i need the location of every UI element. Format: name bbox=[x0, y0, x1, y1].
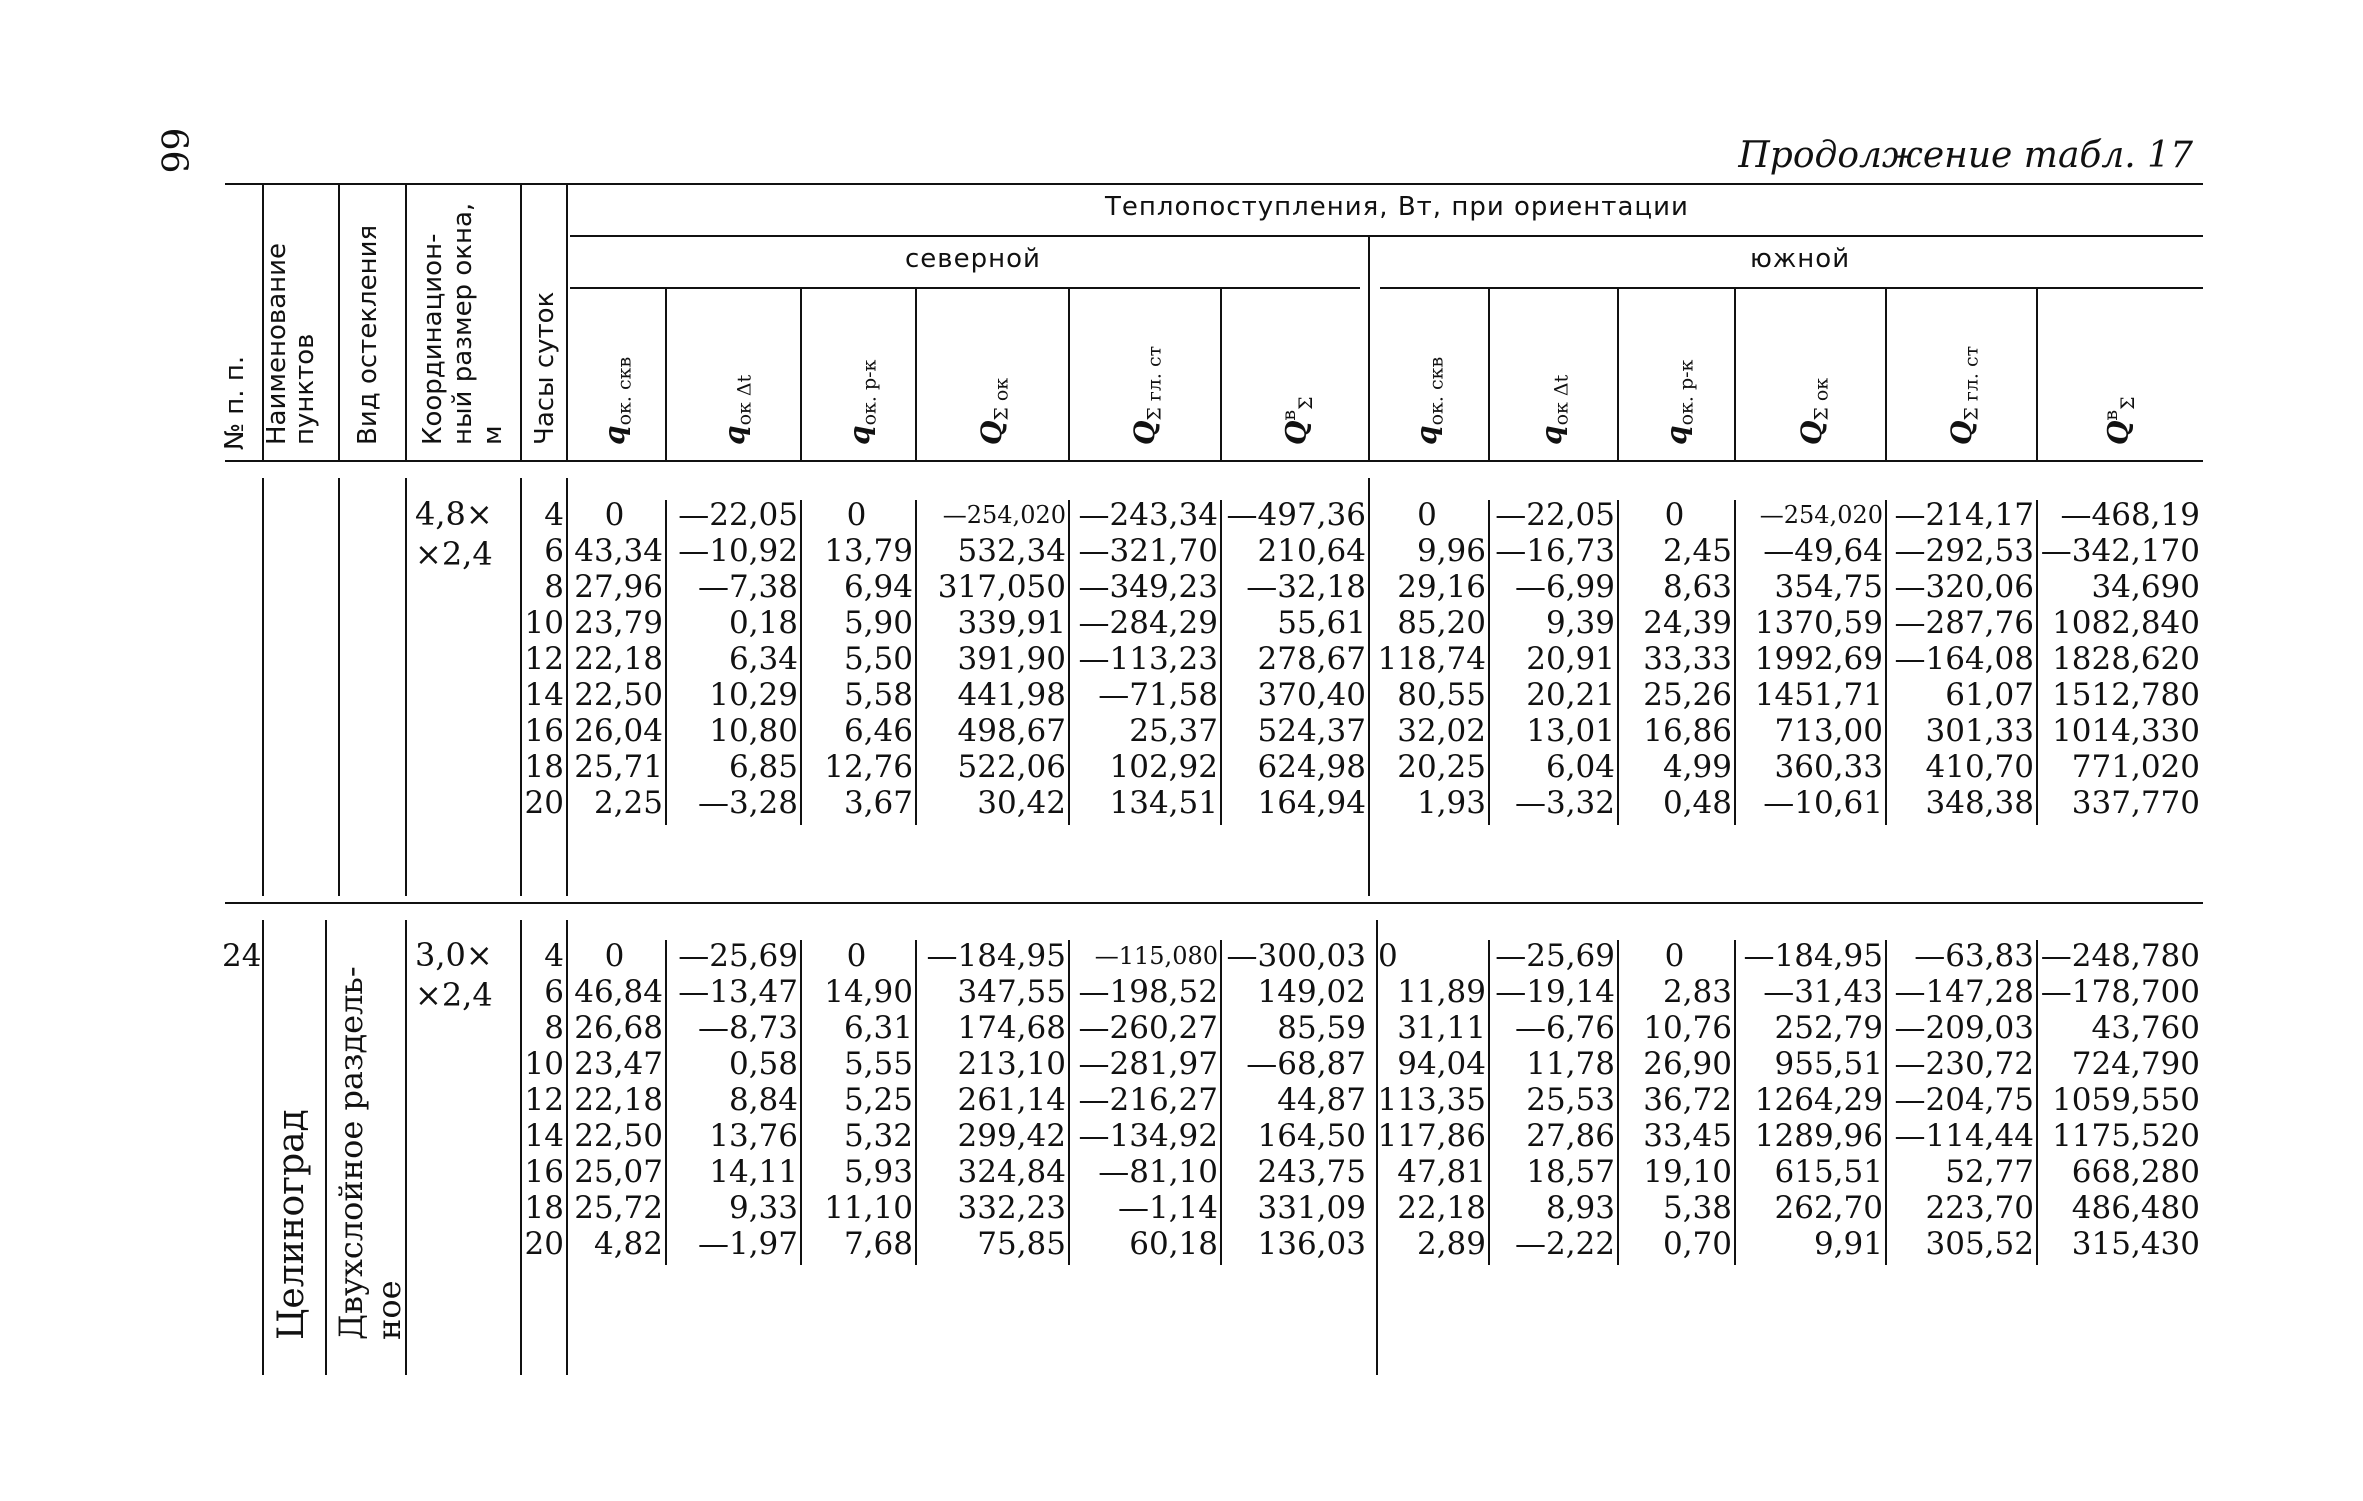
vrule bbox=[338, 183, 340, 460]
north-q-ok-rk-header: $q_{ок. р-к}$ bbox=[843, 359, 881, 445]
vrule bbox=[325, 920, 327, 1375]
page-number: 66 bbox=[152, 127, 194, 174]
block-separator-rule bbox=[225, 902, 2203, 904]
south-q-ok-dt-header: $q_{ок \Delta t}$ bbox=[1535, 374, 1573, 445]
block1-south-q-ok-skv: 0 9,96 29,16 85,20 118,74 80,55 32,02 20,25 1,93 bbox=[1377, 497, 1486, 821]
header-rule-south bbox=[1380, 287, 2203, 289]
block2-city-name: Целиноград bbox=[271, 1109, 312, 1340]
vrule bbox=[566, 183, 568, 460]
south-Q-sum-ok-header: $Q_{\Sigma ок}$ bbox=[1795, 377, 1833, 445]
south-q-ok-skv-header: $q_{ок. скв}$ bbox=[1410, 356, 1448, 445]
block1-south-Q-sum-ok: —254,020 —49,64 354,75 1370,59 1992,69 1451,71 713,00 360,33 —10,61 bbox=[1754, 501, 1883, 821]
north-q-ok-skv-header: $q_{ок. скв}$ bbox=[598, 356, 636, 445]
vrule bbox=[2036, 287, 2038, 460]
vrule bbox=[1734, 287, 1736, 460]
block2-north-Q-sum-v: —300,03 149,02 85,59 —68,87 44,87 164,50 243,75 331,09 136,03 bbox=[1226, 938, 1366, 1262]
vrule bbox=[915, 287, 917, 460]
south-q-ok-rk-header: $q_{ок. р-к}$ bbox=[1660, 359, 1698, 445]
block1-size: 4,8× ×2,4 bbox=[415, 495, 493, 573]
block2-north-Q-sum-ok: —184,95 347,55 174,68 213,10 261,14 299,42 324,84 332,23 75,85 bbox=[926, 938, 1066, 1262]
table-caption: Продолжение табл. 17 bbox=[1738, 135, 2193, 176]
block2-south-q-ok-dt: —25,69 —19,14 —6,76 11,78 25,53 27,86 18,57 8,93 —2,22 bbox=[1495, 938, 1615, 1262]
block2-south-q-ok-rk: 0 2,83 10,76 26,90 36,72 33,45 19,10 5,38 0,70 bbox=[1643, 938, 1732, 1262]
block2-north-q-ok-skv: 0 46,84 26,68 23,47 22,18 22,50 25,07 25,72 4,82 bbox=[574, 938, 663, 1262]
block1-south-q-ok-dt: —22,05 —16,73 —6,99 9,39 20,91 20,21 13,01 6,04 —3,32 bbox=[1495, 497, 1615, 821]
vrule bbox=[520, 183, 522, 460]
north-Q-sum-glst-header: $Q_{\Sigma гл. ст}$ bbox=[1128, 345, 1166, 445]
block2-north-q-ok-rk: 0 14,90 6,31 5,55 5,25 5,32 5,93 11,10 7,68 bbox=[824, 938, 913, 1262]
block1-north-q-ok-dt: —22,05 —10,92 —7,38 0,18 6,34 10,29 10,80 6,85 —3,28 bbox=[678, 497, 798, 821]
block2-glazing-line2: ное bbox=[370, 1280, 408, 1340]
block1-north-Q-sum-glst: —243,34 —321,70 —349,23 —284,29 —113,23 —71,58 25,37 102,92 134,51 bbox=[1078, 497, 1218, 821]
block1-hours: 4 6 8 10 12 14 16 18 20 bbox=[524, 497, 564, 821]
north-q-ok-dt-header: $q_{ок \Delta t}$ bbox=[718, 374, 756, 445]
block1-south-Q-sum-glst: —214,17 —292,53 —320,06 —287,76 —164,08 61,07 301,33 410,70 348,38 bbox=[1894, 497, 2034, 821]
vrule bbox=[1885, 287, 1887, 460]
vrule bbox=[1220, 287, 1222, 460]
block1-north-Q-sum-v: —497,36 210,64 —32,18 55,61 278,67 370,40 524,37 624,98 164,94 bbox=[1226, 497, 1366, 821]
vrule bbox=[1488, 287, 1490, 460]
vrule bbox=[405, 183, 407, 460]
block2-size: 3,0× ×2,4 bbox=[415, 936, 493, 1014]
north-Q-sum-ok-header: $Q_{\Sigma ок}$ bbox=[975, 377, 1013, 445]
col-num-header: № п. п. bbox=[220, 355, 250, 450]
vrule bbox=[262, 478, 264, 896]
block2-south-Q-sum-glst: —63,83 —147,28 —209,03 —230,72 —204,75 —114,44 52,77 223,70 305,52 bbox=[1894, 938, 2034, 1262]
vrule bbox=[665, 287, 667, 460]
header-rule-north bbox=[570, 287, 1360, 289]
north-Q-sum-v-header: $Q^в_\Sigma$ bbox=[1278, 396, 1317, 445]
block2-hours: 4 6 8 10 12 14 16 18 20 bbox=[524, 938, 564, 1262]
block1-north-Q-sum-ok: —254,020 532,34 317,050 339,91 391,90 441,98 498,67 522,06 30,42 bbox=[937, 501, 1066, 821]
vrule bbox=[405, 478, 407, 896]
col-hours-header: Часы суток bbox=[530, 291, 560, 445]
block2-glazing-line1: Двухслойное раздель- bbox=[332, 966, 370, 1340]
block1-north-q-ok-rk: 0 13,79 6,94 5,90 5,50 5,58 6,46 12,76 3,67 bbox=[824, 497, 913, 821]
header-north: северной bbox=[905, 244, 1041, 274]
block1-north-q-ok-skv: 0 43,34 27,96 23,79 22,18 22,50 26,04 25,71 2,25 bbox=[574, 497, 663, 821]
col-glazing-header: Вид остекления bbox=[353, 224, 383, 445]
header-south: южной bbox=[1750, 244, 1851, 274]
header-rule-1 bbox=[570, 235, 2203, 237]
block2-south-Q-sum-ok: —184,95 —31,43 252,79 955,51 1264,29 1289,96 615,51 262,70 9,91 bbox=[1743, 938, 1883, 1262]
block2-north-Q-sum-glst: —115,080 —198,52 —260,27 —281,97 —216,27 —134,92 —81,10 —1,14 60,18 bbox=[1078, 942, 1218, 1262]
vrule bbox=[1617, 287, 1619, 460]
block1-south-Q-sum-v: —468,19 —342,170 34,690 1082,840 1828,620 1512,780 1014,330 771,020 337,770 bbox=[2040, 497, 2200, 821]
header-main: Теплопоступления, Вт, при ориентации bbox=[1105, 192, 1689, 222]
block2-south-q-ok-skv: 0 11,89 31,11 94,04 113,35 117,86 47,81 22,18 2,89 bbox=[1377, 938, 1486, 1262]
south-Q-sum-v-header: $Q^в_\Sigma$ bbox=[2100, 396, 2139, 445]
south-Q-sum-glst-header: $Q_{\Sigma гл. ст}$ bbox=[1945, 345, 1983, 445]
block2-north-q-ok-dt: —25,69 —13,47 —8,73 0,58 8,84 13,76 14,11 9,33 —1,97 bbox=[678, 938, 798, 1262]
vrule bbox=[262, 920, 264, 1375]
col-size-header: Координацион-ный размер окна, м bbox=[418, 202, 508, 445]
vrule bbox=[800, 287, 802, 460]
vrule bbox=[1368, 235, 1370, 460]
block2-row-number: 24 bbox=[222, 938, 262, 974]
vrule bbox=[1068, 287, 1070, 460]
block1-south-q-ok-rk: 0 2,45 8,63 24,39 33,33 25,26 16,86 4,99 0,48 bbox=[1643, 497, 1732, 821]
block2-south-Q-sum-v: —248,780 —178,700 43,760 724,790 1059,550 1175,520 668,280 486,480 315,430 bbox=[2040, 938, 2200, 1262]
vrule bbox=[338, 478, 340, 896]
col-name-header: Наименование пунктов bbox=[262, 242, 320, 445]
header-bottom-rule bbox=[225, 460, 2203, 462]
